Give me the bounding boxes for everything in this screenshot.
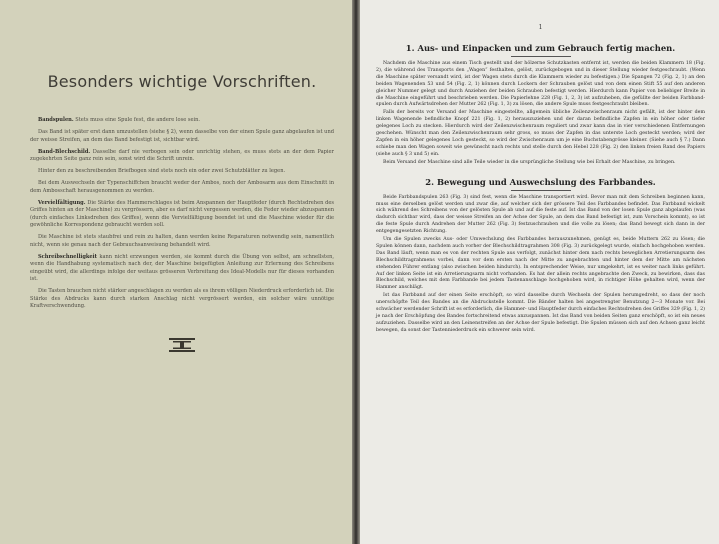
printer-ornament [30,337,334,353]
body-paragraph: Falls der bereits vor Versand der Maschine eingestellte, allgemein übliche Zeilenzwischenraum nicht gefällt, ist der hinter dem linken Wagenende befindliche Knopf 221 (Fig. 1, 2) herauszuziehen und der daran befindliche Zapfen in ein höher oder tiefer gelegenes Loch zu stecken. Hierdurch wird der Zeilenzwischenraum reguliert und zwar kann das in vier verschiedenen Entfernungen geschehen. Wünscht man den Zeilenzwischenraum sehr gross, so muss der Zapfen in das unterste Loch gesteckt werden; wird der Zapfen in ein höher gelegenes Loch gesteckt, so wird der Zwischenraum um je eine Buchstabengrösse kleiner. (Siehe auch § 7.) Dann schiebe man den Wagen soweit wie gewünscht nach rechts und stelle durch den Hebel 228 (Fig. 2) den linken freien Rand des Papiers (siehe auch § 3 und 5) ein. [376,110,705,157]
ornament-icon [167,337,197,353]
book-gutter [352,0,360,544]
section-unpacking [376,43,705,167]
section-heading: 1. Aus- und Einpacken und zum Gebrauch fertig machen. [405,43,676,53]
instruction-paragraph: Das Band ist später erst dann umzustellen (siehe § 2), wenn dasselbe von der einen Spule ganz abgelaufen ist und der weisse Streifen, an dem das Band befestigt ist, sichtbar wird. [30,129,335,143]
body-paragraph: Um die Spulen zwecks Aus- oder Umwechslung des Farbbandes herauszunehmen, genügt es, beide Muttern 262 zu lösen; die Spulen können dann, nachdem auch vorher der Blechschildtragrahmen 308 (Fig. 3) zurückgelegt wurde, einfach hochgehoben werden. Das Band läuft, wenn man es von der rechten Spule aus verfolgt, zunächst hinter dem nach rechts beweglichen Arretierungsarm des Blechschildtragrahmens vorbei, dann vor dem ersten nach der Mitte zu angebrachten und hinter dem der Mitte am nächsten stehenden Führer entlang (also zwischen beiden hindurch). In entsprechender Weise, nur umgekehrt, ist es weiter nach links geführt. Auf der linken Seite ist ein Arretierungsarm nicht vorhanden. Es hat der allein rechts angebrachte den Zweck, zu bewirken, dass das Blechschild, welches mit dem Farbbande bei jedem Tastenanschlage hochgehoben wird, in richtiger Höhe gehalten wird, wenn der Hammer anschlägt. [376,237,705,291]
instruction-paragraph: Vervielfältigung. Die Stärke des Hammerschlages ist beim Anspannen der Hauptfeder (durch Rechtsdrehen des Griffes hinten an der Maschine) zu vergrössern, aber es darf nicht vergessen werden, die Feder wieder abzuspannen (durch einfaches Linksdrehen des Griffes), wenn die Vervielfältigung beendet ist und die Maschine wieder für die gewöhnliche Korrespondenz gebraucht werden soll. [30,199,334,228]
instruction-paragraph: Band-Blechschild. Dasselbe darf nie verbogen sein oder unrichtig stehen, es muss stets an der dem Papier zugekehrten Seite ganz rein sein, sonst wird die Schrift unrein. [30,148,334,162]
left-page-title: Besonders wichtige Vorschriften. [47,72,317,91]
left-page [0,0,352,544]
heading-rule [511,56,571,57]
instruction-paragraph: Bandspulen. Stets muss eine Spule fest, die andere lose sein. [38,117,201,123]
instruction-paragraph: Hinter den zu beschreibenden Briefbogen sind stets noch ein oder zwei Schutzblätter zu legen. [38,168,286,174]
body-paragraph: Beim Versand der Maschine sind alle Teile wieder in die ursprüngliche Stellung wie bei Erhalt der Maschine, zu bringen. [383,159,676,165]
instruction-paragraph: Die Tasten brauchen nicht stärker angeschlagen zu werden als es ihrem völligen Niederdruck erforderlich ist. Die Stärke des Abdrucks kann durch starken Anschlag nicht vergrössert werden, ein solcher wäre unnötige Kraftverschwendung. [30,288,334,309]
instruction-paragraph: Bei dem Auswechseln der Typenschiffchen braucht weder der Ambos, noch der Ambosarm aus dem Einschnitt in dem Ambosschaft herausgenommen zu werden. [30,180,334,194]
instruction-paragraph: Schreibschnelligkeit kann nicht erzwungen werden, sie kommt durch die Übung von selbst, am schnellsten, wenn die Handhabung systematisch nach der, der Maschine beigefügten Anleitung zur Erlernung des Schreibens eingeübt wird, die allerdings infolge der weitaus grösseren Verbreitung des Ideal-Modells nur für dieses vorhanden ist. [30,253,334,282]
heading-rule [511,190,571,191]
section-heading: 2. Bewegung und Auswechslung des Farbbandes. [425,176,656,187]
body-paragraph: Nachdem die Maschine aus einem Tisch gestellt und der hölzerne Schutzkasten entfernt ist, werden die beiden Klammern 18 (Fig. 2), die während des Transports den „Wagen“ festhalten, gelöst, zurückgebogen und in dieser Stellung wieder festgeschraubt. (Wenn die Maschine später versandt wird, ist der Wagen stets durch die Klammern wieder zu befestigen.) Die Spangen 72 (Fig. 2, 1) an den beiden Wagenenden 53 und 54 (Fig. 2, 1) können durch Lockern der Schrauben gelöst und von dem einen Stift 55 auf den anderen gleicher Nummer gelegt und durch Anziehen der beiden Schrauben befestigt werden. Hierdurch kann Papier von beliebiger Breite in die Maschine eingeführt und beschrieben werden. Die Papierlehne 228 (Fig. 1, 2, 3) ist aufzuheben, die gefüllte der beiden Farbband-spulen durch Aufwärtsdrehen der Mutter 262 (Fig. 1, 3) zu lösen, die andere Spule muss festgeschraubt bleiben. [376,61,705,108]
body-paragraph: Beide Farbbandspulen 263 (Fig. 3) sind fest, wenn die Maschine transportiert wird. Bevor man mit dem Schreiben beginnen kann, muss eine derselben gelöst werden und zwar die, auf welcher sich der grössere Teil des Farbbandes befindet. Das Farbband wickelt sich während des Schreibens von der gelösten Spule ab und auf die feste auf. Ist das Band von der losen Spule ganz abgelaufen (was dadurch sichtbar wird, dass der weisse Streifen an der Achse der Spule, an dem das Band befestigt ist, zum Vorschein kommt), so ist die feste Spule durch Andrehen der Mutter 262 (Fig. 3) festzuschrauben und die volle zu lösen; das Band bewegt sich dann in der entgegengesetzten Richtung. [376,194,705,235]
right-page [360,0,719,544]
instruction-paragraph: Die Maschine ist stets staubfrei und rein zu halten, dann werden keine Reparaturen notwendig sein, namentlich nicht, wenn sie genau nach der Gebrauchsanweisung behandelt wird. [30,234,334,248]
body-paragraph: Ist das Farbband auf der einen Seite erschöpft, so wird dasselbe durch Wechseln der Spulen herumgedreht, so dass der noch unerschöpfte Teil des Bandes an die Abdruckstelle kommt. Die Bänder halten bei angestrengter Benutzung 2—3 Monate vor. Bei schwächer werdender Schrift ist es erforderlich, die Hammer- und Hauptfeder durch einfaches Rechtsdrehen des Griffes 329 (Fig. 1, 2) je nach der Erschöpfung des Bandes fortschreitend etwas anzuspannen. Ist das Band von beiden Seiten ganz erschöpft, so ist ein neues aufzuziehen. Dasselbe wird an den Leinenstreifen an der Achse der Spule befestigt. Die Spulen müssen sich auf den Achsen ganz leicht bewegen, da sonst der Tastenniederdruck ein schwerer sein wird. [376,293,705,333]
page-number: 1 [538,24,543,31]
section-ribbon [376,177,705,335]
left-page-body [30,117,334,311]
